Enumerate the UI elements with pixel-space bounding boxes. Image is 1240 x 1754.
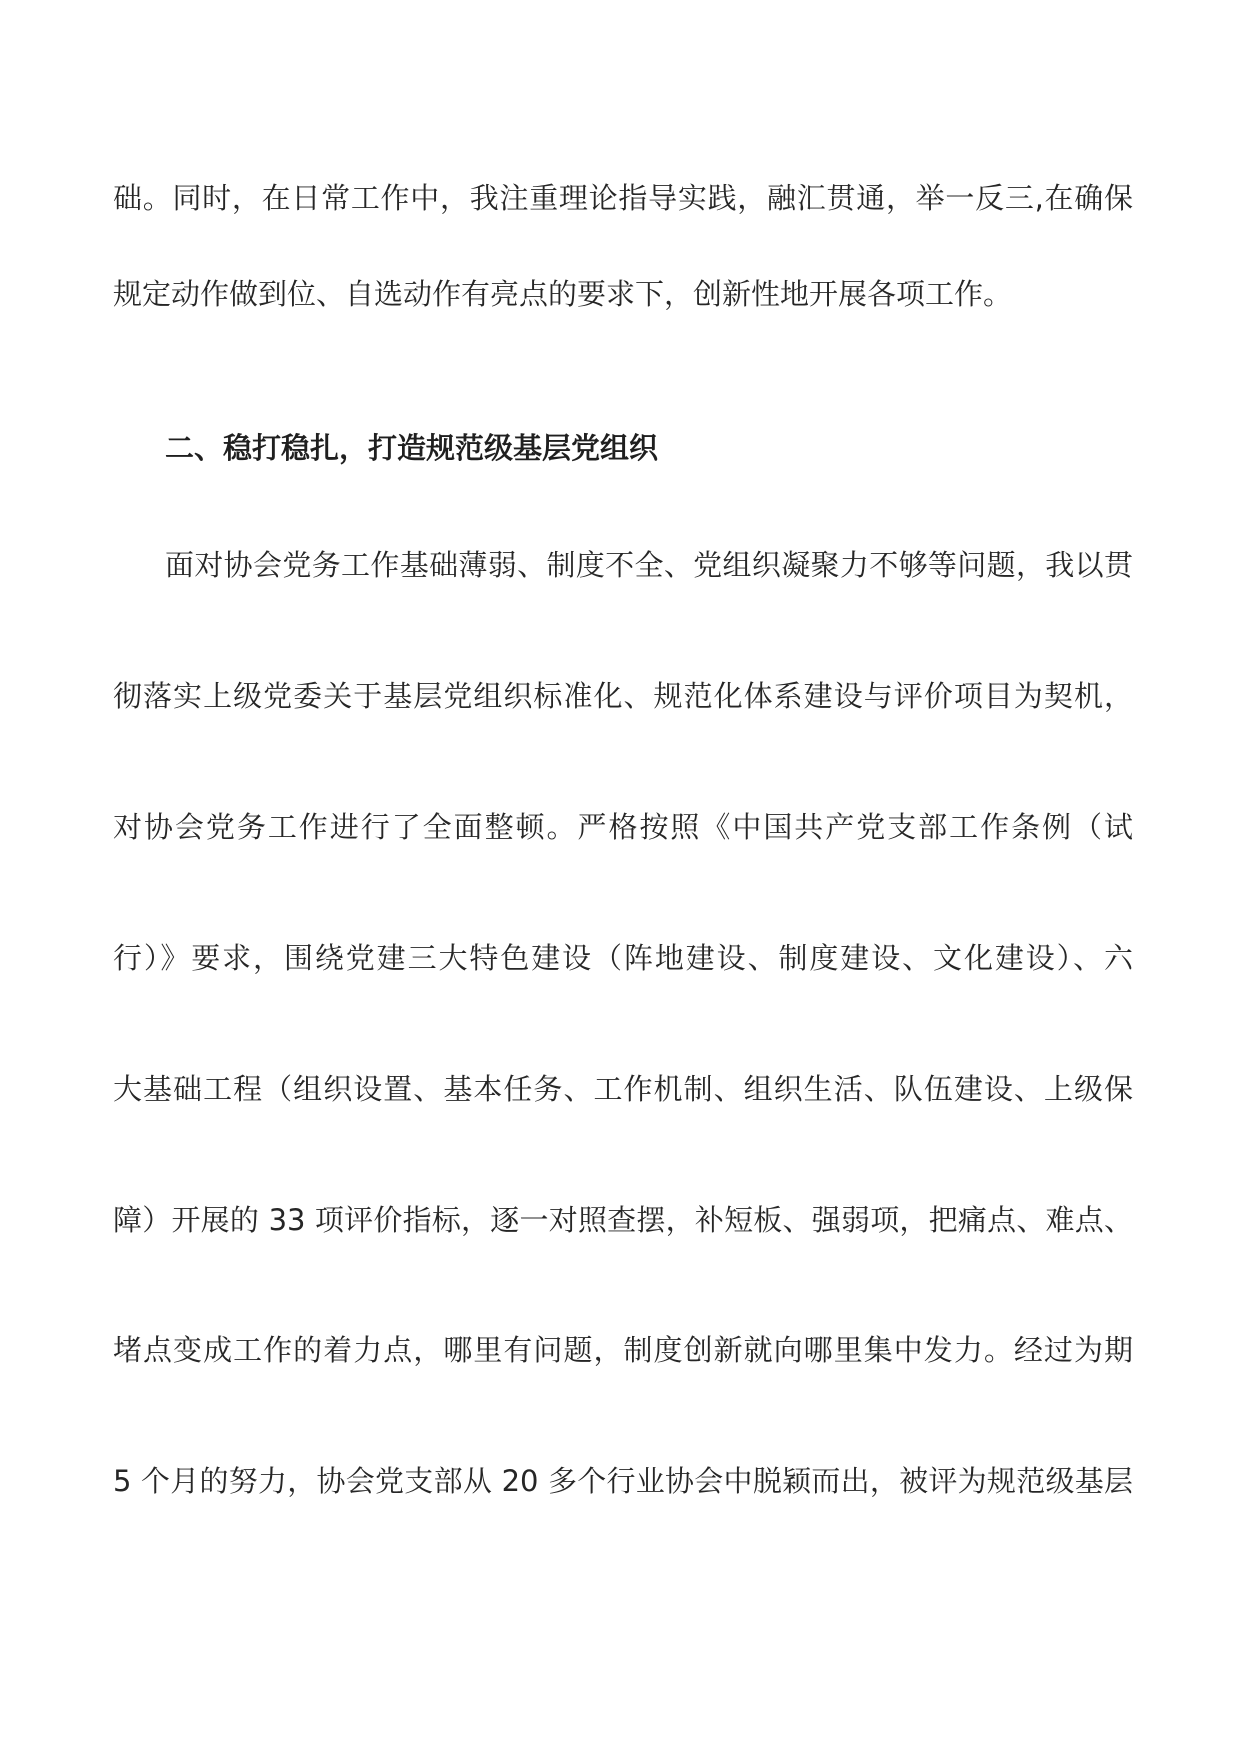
paragraph-line: 对协会党务工作进行了全面整顿。严格按照《中国共产党支部工作条例（试 (113, 810, 1133, 844)
paragraph-line: 大基础工程（组织设置、基本任务、工作机制、组织生活、队伍建设、上级保 (113, 1072, 1133, 1106)
paragraph-line: 障）开展的 33 项评价指标，逐一对照查摆，补短板、强弱项，把痛点、难点、 (113, 1203, 1133, 1237)
paragraph-line: 彻落实上级党委关于基层党组织标准化、规范化体系建设与评价项目为契机， (113, 679, 1133, 713)
paragraph-line: 础。同时，在日常工作中，我注重理论指导实践，融汇贯通，举一反三,在确保 (113, 181, 1133, 215)
paragraph-line: 5 个月的努力，协会党支部从 20 多个行业协会中脱颖而出，被评为规范级基层 (113, 1464, 1133, 1498)
paragraph-line: 规定动作做到位、自选动作有亮点的要求下，创新性地开展各项工作。 (113, 277, 1013, 311)
paragraph-line: 面对协会党务工作基础薄弱、制度不全、党组织凝聚力不够等问题，我以贯 (165, 548, 1133, 582)
section-heading: 二、稳打稳扎，打造规范级基层党组织 (165, 431, 659, 465)
paragraph-line: 堵点变成工作的着力点，哪里有问题，制度创新就向哪里集中发力。经过为期 (113, 1333, 1133, 1367)
paragraph-line: 行）》要求，围绕党建三大特色建设（阵地建设、制度建设、文化建设）、六 (113, 941, 1133, 975)
